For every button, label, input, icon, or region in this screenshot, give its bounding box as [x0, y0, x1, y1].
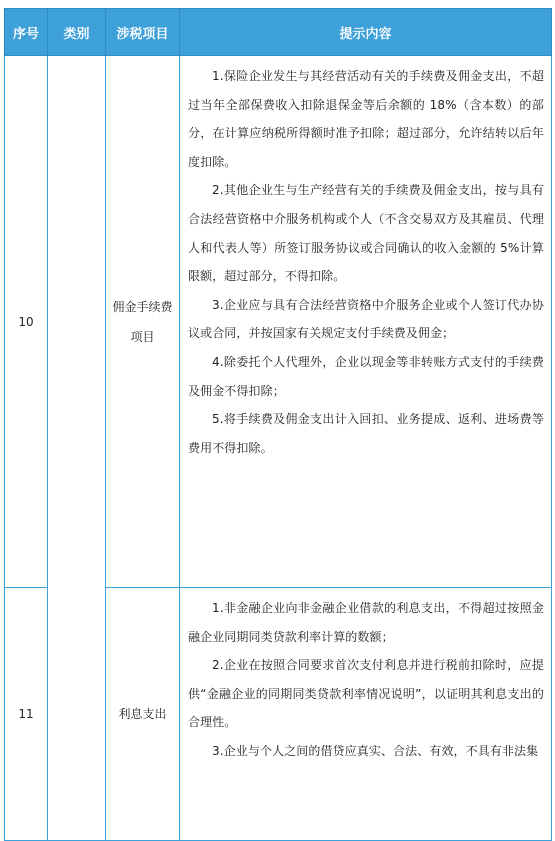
row-number: 10	[5, 56, 48, 588]
content-cell	[180, 588, 552, 841]
row-number: 11	[5, 588, 48, 841]
content-cell	[180, 56, 552, 588]
content-paragraph: 3.企业应与具有合法经营资格中介服务企业或个人签订代办协议或合同，并按国家有关规定支付手续费及佣金；	[188, 297, 544, 341]
content-paragraph: 5.将手续费及佣金支出计入回扣、业务提成、返利、进场费等费用不得扣除。	[188, 412, 544, 455]
item-label: 项目	[130, 329, 155, 344]
table-row	[5, 56, 552, 588]
header-item: 涉税项目	[106, 9, 180, 56]
content-paragraph: 2.企业在按照合同要求首次支付利息并进行税前扣除时，应提供“金融企业的同期同类贷款利率情况说明”，以证明其利息支出的合理性。	[188, 658, 544, 730]
tax-tips-table	[4, 8, 552, 841]
item-cell	[106, 588, 180, 841]
item-cell	[106, 56, 180, 588]
header-content: 提示内容	[180, 9, 552, 56]
content-paragraph: 1.非金融企业向非金融企业借款的利息支出，不得超过按照金融企业同期同类贷款利率计算的数额；	[188, 601, 544, 644]
item-label: 利息支出	[118, 707, 167, 721]
content-paragraph: 4.除委托个人代理外，企业以现金等非转账方式支付的手续费及佣金不得扣除；	[188, 354, 544, 398]
header-no: 序号	[5, 9, 48, 56]
item-label: 佣金手续费	[112, 299, 173, 314]
table-header-row	[5, 9, 552, 56]
header-category: 类别	[48, 9, 106, 56]
content-paragraph: 1.保险企业发生与其经营活动有关的手续费及佣金支出，不超过当年全部保费收入扣除退保金等后余额的 18%（含本数）的部分，在计算应纳税所得额时准予扣除；超过部分，允许结转以后年度扣除。	[188, 69, 544, 169]
category-cell	[48, 56, 106, 841]
content-paragraph: 3.企业与个人之间的借贷应真实、合法、有效，不具有非法集	[212, 743, 539, 758]
content-paragraph: 2.其他企业生与生产经营有关的手续费及佣金支出，按与具有合法经营资格中介服务机构或个人（不含交易双方及其雇员、代理人和代表人等）所签订服务协议或合同确认的收入金额的 5%计算限额，超过部分，不得扣除。	[188, 183, 544, 284]
